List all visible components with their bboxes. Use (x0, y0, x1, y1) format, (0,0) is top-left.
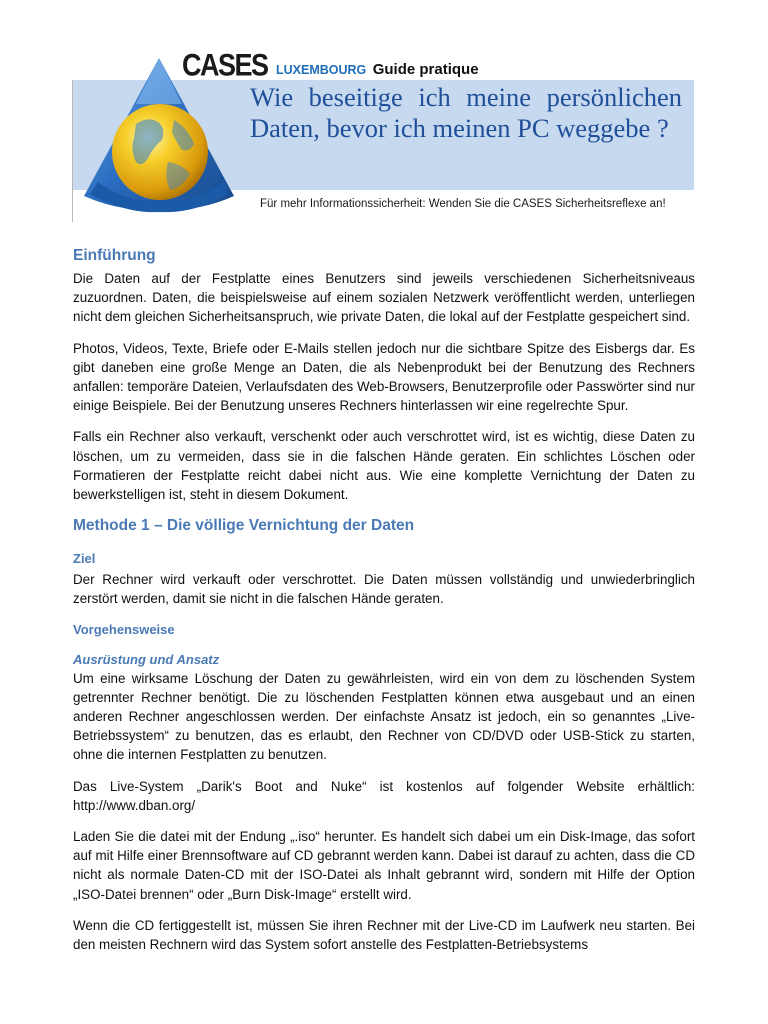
brand-line (182, 47, 479, 83)
intro-paragraph-3: Falls ein Rechner also verkauft, verschenkt oder auch verschrottet wird, ist es wichtig, diese Daten zu löschen, um zu vermeiden, dass sie in die falschen Hände geraten. Ein schlichtes Löschen oder Formatieren der Festplatte reicht dabei nicht aus. Wie eine komplette Vernichtung der Daten zu bewerkstelligen ist, steht in diesem Dokument. (73, 429, 695, 503)
intro-paragraph-1: Die Daten auf der Festplatte eines Benutzers sind jeweils verschiedenen Sicherheitsniveaus zuzuordnen. Daten, die beispielsweise auf einem sozialen Netzwerk veröffentlicht werden, unterliegen nicht dem gleichen Sicherheitsanspruch, wie private Daten, die lokal auf der Festplatte gespeichert sind. (73, 271, 695, 325)
method1-heading: Methode 1 – Die völlige Vernichtung der Daten (73, 517, 415, 535)
intro-heading: Einführung (73, 247, 156, 264)
brand-name: CASES (182, 47, 268, 83)
equipment-paragraph-1: Um eine wirksame Löschung der Daten zu gewährleisten, wird ein von dem zu löschenden System getrennter Rechner benötigt. Die zu löschenden Festplatten können etwa ausgebaut und an einen anderen Rechner angeschlossen werden. Der einfachste Ansatz ist jedoch, ein so genanntes „Live-Betriebssystem“ zu benutzen, das es erlaubt, den Rechner von CD/DVD oder USB-Stick zu starten, ohne die internen Festplatten zu benutzen. (73, 670, 695, 763)
intro-section (73, 246, 695, 504)
equipment-paragraph-2: Das Live-System „Darik's Boot and Nuke“ ist kostenlos auf folgender Website erhältlich: http://www.dban.org/ (73, 778, 695, 813)
brand-guide: Guide pratique (372, 61, 479, 78)
goal-heading: Ziel (73, 551, 96, 567)
document-header (72, 46, 696, 222)
goal-paragraph: Der Rechner wird verkauft oder verschrottet. Die Daten müssen vollständig und unwiederbringlich zerstört werden, damit sie nicht in die falschen Hände geraten. (73, 572, 695, 607)
procedure-heading: Vorgehensweise (73, 621, 175, 637)
header-tagline: Für mehr Informationssicherheit: Wenden Sie die CASES Sicherheitsreflexe an! (260, 198, 666, 210)
method1-section (73, 516, 695, 954)
equipment-paragraph-3: Laden Sie die datei mit der Endung „.iso“ herunter. Es handelt sich dabei um ein Disk-Image, das sofort auf mit Hilfe einer Brennsoftware auf CD gebrannt werden kann. Dabei ist darauf zu achten, dass die CD nicht als normale Daten-CD mit der ISO-Datei als Inhalt gebrannt wird, sondern mit Hilfe der Option „ISO-Datei brennen“ oder „Burn Disk-Image“ erstellt wird. (73, 829, 695, 902)
document-body (73, 246, 695, 966)
header-divider (72, 80, 73, 222)
equipment-heading: Ausrüstung und Ansatz (73, 651, 220, 667)
equipment-paragraph-4: Wenn die CD fertiggestellt ist, müssen Sie ihren Rechner mit der Live-CD im Laufwerk neu starten. Bei den meisten Rechnern wird das System sofort anstelle des Festplatten-Betriebsystems (73, 917, 695, 953)
intro-paragraph-2: Photos, Videos, Texte, Briefe oder E-Mails stellen jedoch nur die sichtbare Spitze des Eisbergs dar. Es gibt daneben eine große Menge an Daten, die als Nebenprodukt bei der Benutzung des Rechners anfallen: temporäre Dateien, Verlaufsdaten des Web-Browsers, Benutzerprofile oder Passwörter sind nur einige Beispiele. Bei der Benutzung unseres Rechners hinterlassen wir eine regelrechte Spur. (73, 340, 695, 414)
brand-country: LUXEMBOURG (275, 63, 367, 77)
document-title: Wie beseitige ich meine persönlichen Daten, bevor ich meinen PC weggebe ? (250, 82, 682, 143)
